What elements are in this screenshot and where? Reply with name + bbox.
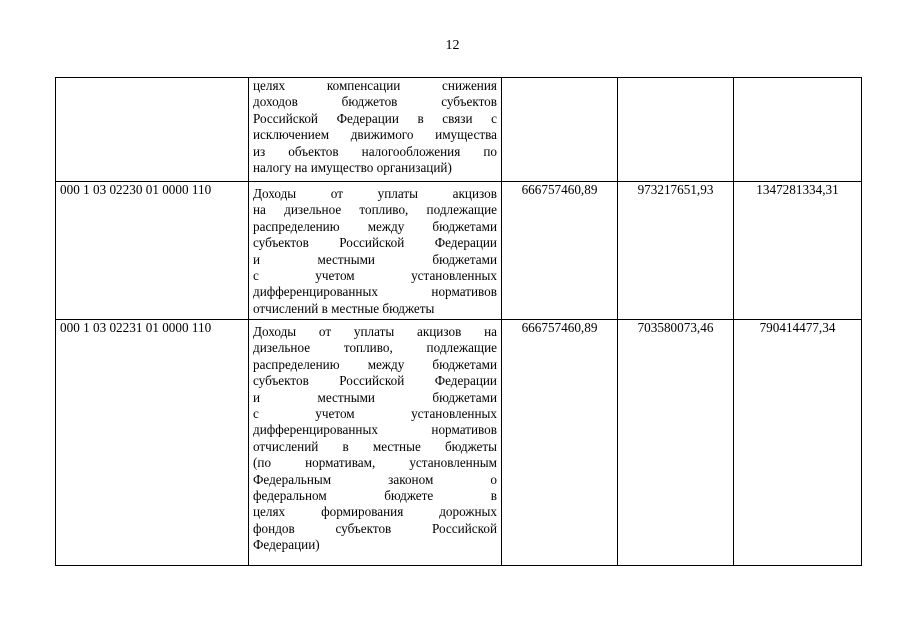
description-line: отчислений в местные бюджеты <box>253 300 435 316</box>
description-line: исключением движимого имущества <box>253 127 497 143</box>
table-row <box>56 78 862 182</box>
description-line: субъектов Российской Федерации <box>253 373 497 389</box>
description-line: дифференцированных нормативов <box>253 284 497 300</box>
description-line: Федерации) <box>253 537 320 553</box>
description-line: целях компенсации снижения <box>253 78 497 93</box>
value-cell-1: 666757460,89 <box>502 182 618 320</box>
description-line: дизельное топливо, подлежащие <box>253 340 497 356</box>
budget-code-cell: 000 1 03 02230 01 0000 110 <box>56 182 249 320</box>
description-line: Федеральным законом о <box>253 471 497 487</box>
table-row <box>56 320 862 566</box>
value-cell-3 <box>734 78 862 182</box>
description-cell <box>249 182 502 320</box>
value-cell-3: 1347281334,31 <box>734 182 862 320</box>
value-cell-3: 790414477,34 <box>734 320 862 566</box>
description-line: с учетом установленных <box>253 267 497 283</box>
page-number: 12 <box>445 38 460 53</box>
description-line: Доходы от уплаты акцизов <box>253 186 497 201</box>
budget-code-cell: 000 1 03 02231 01 0000 110 <box>56 320 249 566</box>
description-line: фондов субъектов Российской <box>253 520 497 536</box>
description-line: Доходы от уплаты акцизов на <box>253 324 497 339</box>
budget-revenue-table <box>55 77 862 566</box>
description-line: из объектов налогообложения по <box>253 143 497 159</box>
description-line: целях формирования дорожных <box>253 504 497 520</box>
value-cell-1 <box>502 78 618 182</box>
description-line: федеральном бюджете в <box>253 487 497 503</box>
budget-code-cell <box>56 78 249 182</box>
value-cell-2 <box>618 78 734 182</box>
description-line: доходов бюджетов субъектов <box>253 94 497 110</box>
description-line: Российской Федерации в связи с <box>253 110 497 126</box>
description-cell <box>249 78 502 182</box>
description-line: налогу на имущество организаций) <box>253 159 452 175</box>
description-line: дифференцированных нормативов <box>253 422 497 438</box>
table-row <box>56 182 862 320</box>
description-line: субъектов Российской Федерации <box>253 235 497 251</box>
description-line: распределению между бюджетами <box>253 218 497 234</box>
description-line: и местными бюджетами <box>253 389 497 405</box>
description-line: на дизельное топливо, подлежащие <box>253 202 497 218</box>
value-cell-2: 973217651,93 <box>618 182 734 320</box>
description-line: (по нормативам, установленным <box>253 455 497 471</box>
description-cell <box>249 320 502 566</box>
description-line: с учетом установленных <box>253 405 497 421</box>
value-cell-1: 666757460,89 <box>502 320 618 566</box>
description-line: распределению между бюджетами <box>253 356 497 372</box>
description-line: и местными бюджетами <box>253 251 497 267</box>
value-cell-2: 703580073,46 <box>618 320 734 566</box>
description-line: отчислений в местные бюджеты <box>253 438 497 454</box>
